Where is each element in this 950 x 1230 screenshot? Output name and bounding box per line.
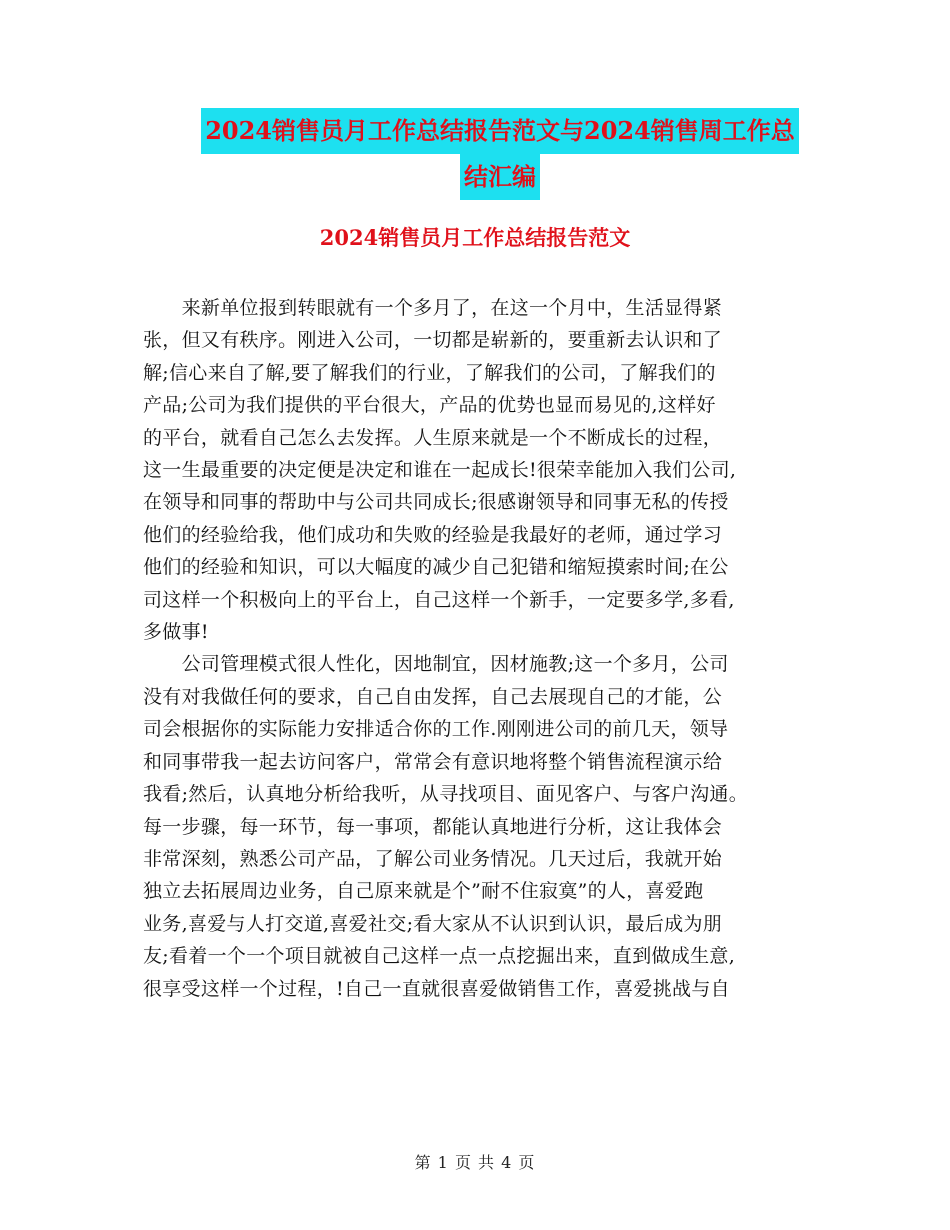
body-line: 公司管理模式很人性化，因地制宜，因材施教;这一个多月，公司 <box>143 653 729 676</box>
body-line: 司会根据你的实际能力安排适合你的工作.刚刚进公司的前几天，领导 <box>143 718 729 741</box>
body-line: 多做事! <box>143 621 209 644</box>
body-line: 非常深刻，熟悉公司产品，了解公司业务情况。几天过后，我就开始 <box>143 847 723 870</box>
section-heading: 2024销售员月工作总结报告范文 <box>319 225 631 250</box>
body-line: 这一生最重要的决定便是决定和谁在一起成长!很荣幸能加入我们公司, <box>143 459 737 482</box>
page-footer: 第 1 页 共 4 页 <box>414 1153 536 1172</box>
body-line: 没有对我做任何的要求，自己自由发挥，自己去展现自己的才能，公 <box>143 685 723 708</box>
body-line: 我看;然后，认真地分析给我听，从寻找项目、面见客户、与客户沟通。 <box>143 783 749 806</box>
body-line: 独立去拓展周边业务，自己原来就是个”耐不住寂寞”的人，喜爱跑 <box>143 880 704 903</box>
body-line: 司这样一个积极向上的平台上，自己这样一个新手，一定要多学,多看, <box>143 588 735 611</box>
title-line-2: 结汇编 <box>460 154 540 200</box>
body-line: 解;信心来自了解,要了解我们的行业，了解我们的公司，了解我们的 <box>143 361 716 384</box>
body-line: 来新单位报到转眼就有一个多月了，在这一个月中，生活显得紧 <box>143 297 723 319</box>
body-text <box>143 292 818 1005</box>
body-line: 很享受这样一个过程，!自己一直就很喜爱做销售工作，喜爱挑战与自 <box>143 977 730 1000</box>
body-line: 的平台，就看自己怎么去发挥。人生原来就是一个不断成长的过程， <box>143 426 723 449</box>
body-line: 张，但又有秩序。刚进入公司，一切都是崭新的，要重新去认识和了 <box>143 329 723 352</box>
body-line: 他们的经验和知识，可以大幅度的减少自己犯错和缩短摸索时间;在公 <box>143 556 729 579</box>
body-line: 业务,喜爱与人打交道,喜爱社交;看大家从不认识到认识，最后成为朋 <box>143 912 723 935</box>
body-line: 和同事带我一起去访问客户，常常会有意识地将整个销售流程演示给 <box>143 750 723 773</box>
body-line: 他们的经验给我，他们成功和失败的经验是我最好的老师，通过学习 <box>143 523 723 546</box>
body-line: 友;看着一个一个项目就被自己这样一点一点挖掘出来，直到做成生意, <box>143 945 736 968</box>
body-line: 产品;公司为我们提供的平台很大，产品的优势也显而易见的,这样好 <box>143 394 716 417</box>
body-line: 在领导和同事的帮助中与公司共同成长;很感谢领导和同事无私的传授 <box>143 491 729 514</box>
body-line: 每一步骤，每一环节，每一事项，都能认真地进行分析，这让我体会 <box>143 815 723 838</box>
document-title <box>100 108 900 200</box>
title-line-1: 2024销售员月工作总结报告范文与2024销售周工作总 <box>201 108 799 154</box>
